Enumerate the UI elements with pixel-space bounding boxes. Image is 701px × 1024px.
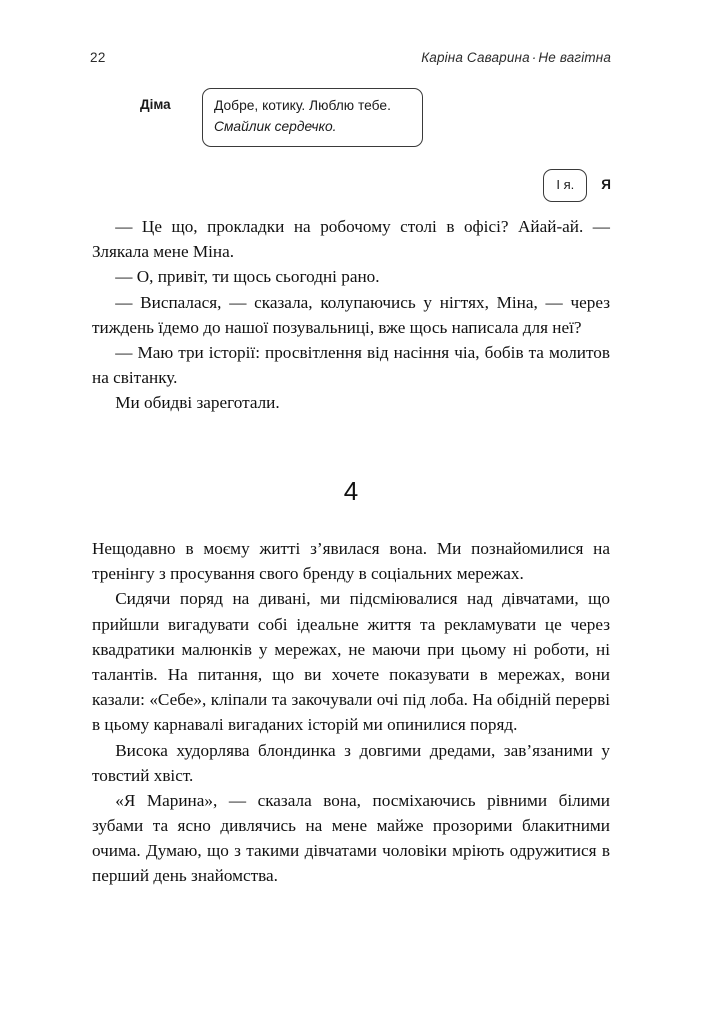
chat-sender-name-dima: Діма (140, 97, 171, 112)
chat-bubble-line: І я. (556, 176, 575, 192)
paragraph: Висока худорлява блондинка з довгими дредами, зав’язаними у товстий хвіст. (92, 740, 610, 785)
running-head-title (421, 50, 611, 65)
page-number: 22 (90, 50, 106, 65)
chat-bubble-line-italic: Смайлик сердечко. (214, 118, 337, 134)
chat-message-me (90, 169, 611, 202)
running-head (90, 50, 611, 70)
running-head-author: Каріна Саварина (421, 50, 530, 65)
paragraph: — Це що, прокладки на робочому столі в офісі? Айай-ай. — Злякала мене Міна. (92, 217, 610, 262)
chat-transcript (90, 88, 611, 202)
chat-bubble-me (543, 169, 587, 202)
paragraph: Ми обидві зареготали. (115, 393, 280, 413)
paragraph: — Маю три історії: просвітлення від насіння чіа, бобів та молитов на світанку. (92, 342, 610, 388)
running-head-book-title: Не вагітна (538, 50, 611, 65)
chat-bubble-line: Добре, котику. Люблю тебе. (214, 98, 391, 113)
paragraph: — Виспалася, — сказала, колупаючись у нігтях, Міна, — через тиждень їдемо до нашої позувальниці, вже щось написала для неї? (92, 292, 610, 337)
chapter-number: 4 (343, 476, 359, 506)
chat-message-dima (90, 88, 611, 147)
chat-bubble-dima (202, 88, 423, 147)
chat-sender-name-me: Я (601, 176, 611, 192)
body-text-after-chapter (92, 536, 610, 889)
paragraph: Сидячи поряд на дивані, ми підсміювалися над дівчатами, що прийшли вигадувати собі ідеальне життя та рекламувати це через квадратики малюнків у мережах, не маючи при цьому ні роботи, ні талантів. На питання, що ви хочете показувати в мережах, вони казали: «Себе», кліпали та закочували очі під лоба. На обідній перерві в цьому карнавалі вигаданих історій ми опинилися поряд. (92, 589, 610, 735)
paragraph: — О, привіт, ти щось сьогодні рано. (115, 267, 380, 287)
body-text-before-chapter (92, 214, 610, 416)
paragraph: «Я Марина», — сказала вона, посміхаючись рівними білими зубами та ясно дивлячись на мене майже прозорими блакитними очима. Думаю, що з такими дівчатами чоловіки мріють одружитися в перший день знайомства. (92, 790, 610, 886)
running-head-separator: · (531, 50, 537, 65)
paragraph: Нещодавно в моєму житті з’явилася вона. Ми познайомилися на тренінгу з просування свого бренду в соціальних мережах. (92, 539, 610, 584)
